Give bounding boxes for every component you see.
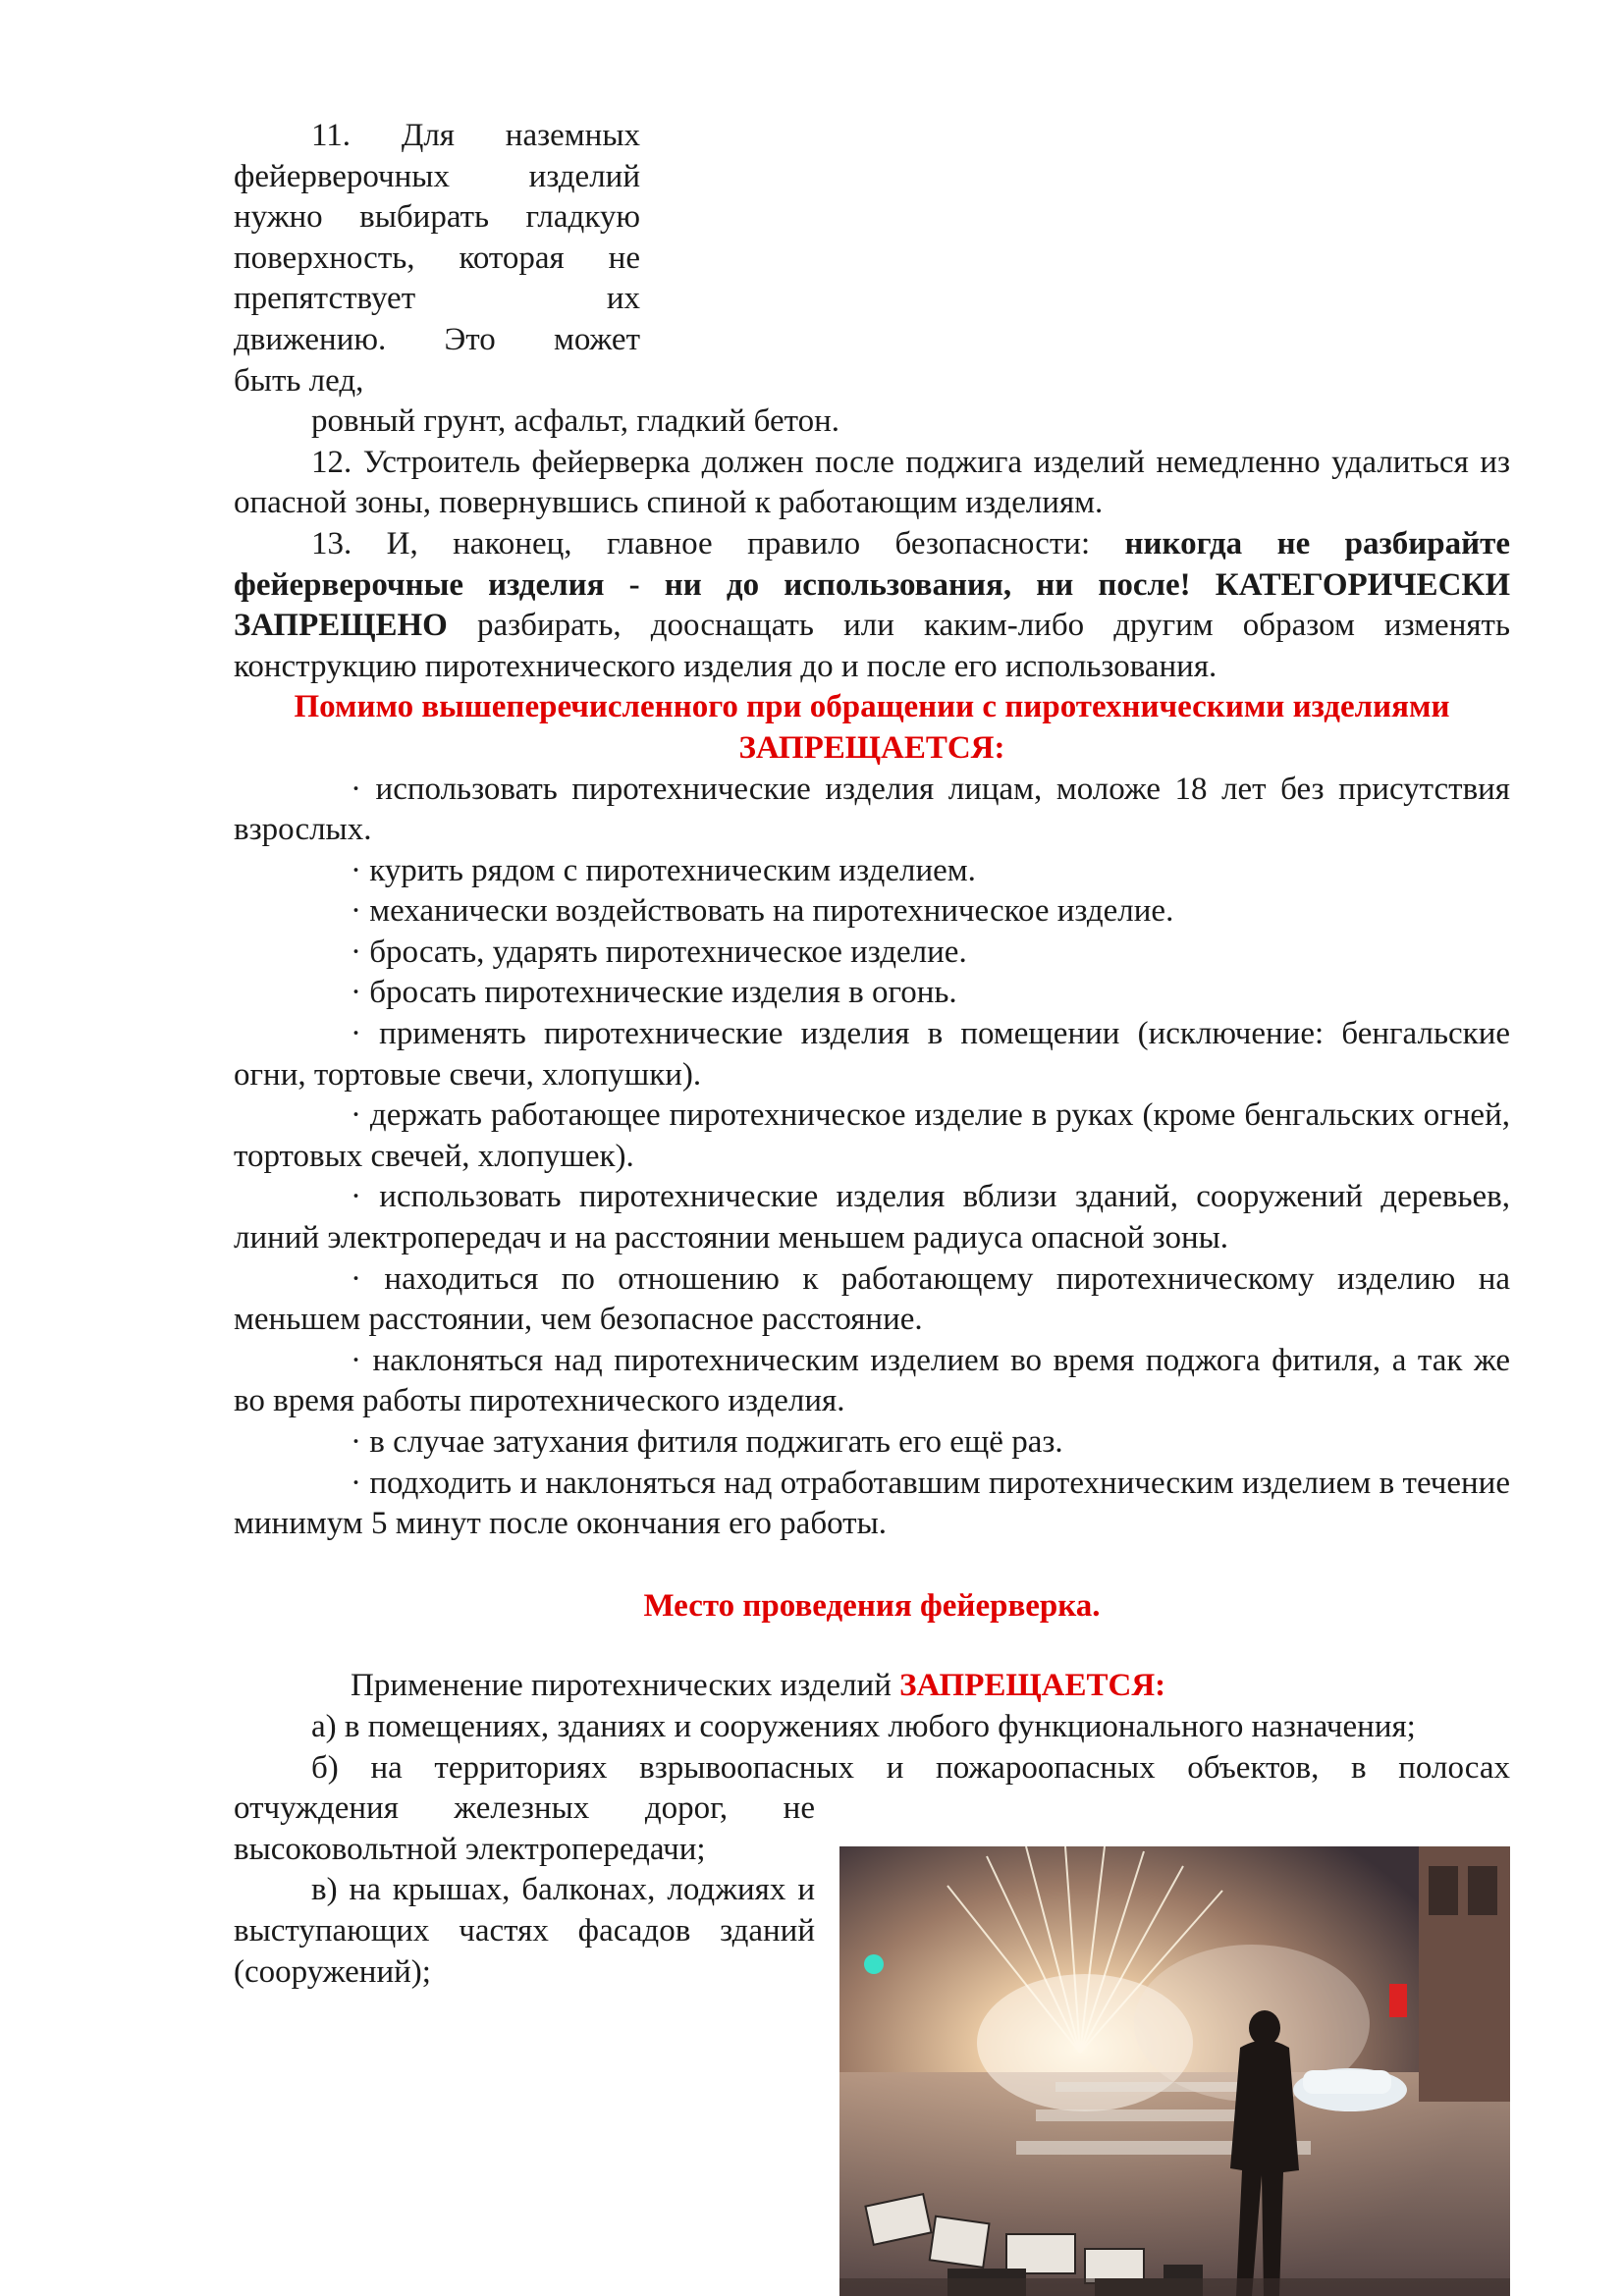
- usage-intro: [234, 1666, 1510, 1707]
- usage-item-a: а) в помещениях, зданиях и сооружениях любого функционального назначения;: [311, 1708, 1416, 1744]
- section-title: Место проведения фейерверка.: [643, 1587, 1101, 1624]
- rule-11-line: фейерверочных изделий: [234, 158, 640, 194]
- prohibition-item: · бросать пиротехнические изделия в огонь.: [351, 975, 957, 1011]
- prohibition-item: · бросать, ударять пиротехническое изделие.: [351, 934, 967, 970]
- prohibition-item: · подходить и наклоняться над отработавшим пиротехническим изделием в течение минимум 5 минут после окончания его работы.: [234, 1465, 1510, 1542]
- prohibition-item: · использовать пиротехнические изделия лицам, моложе 18 лет без присутствия взрослых.: [234, 771, 1510, 848]
- prohibition-item: · использовать пиротехнические изделия вблизи зданий, сооружений деревьев, линий электропередач и на расстоянии меньшем радиуса опасной зоны.: [234, 1179, 1510, 1256]
- rule-13-end: разбирать, дооснащать или каким-либо другим образом изменять конструкцию пиротехнического изделия до и после его использования.: [234, 608, 1510, 684]
- rule-11: [234, 116, 640, 401]
- usage-item-b-line: б) на территориях взрывоопасных и пожароопасных объектов, в полосах: [311, 1749, 1510, 1786]
- rule-11-continuation: ровный грунт, асфальт, гладкий бетон.: [311, 403, 840, 440]
- prohibition-item: · наклоняться над пиротехническим изделием во время поджога фитиля, а так же во время работы пиротехнического изделия.: [234, 1342, 1510, 1419]
- rule-11-line: 11. Для наземных: [311, 118, 640, 153]
- rule-11-line: препятствует их: [234, 281, 640, 317]
- prohibition-item: · в случае затухания фитиля поджигать его ещё раз.: [351, 1424, 1063, 1460]
- usage-item-b-line: высоковольтной электропередачи;: [234, 1831, 706, 1867]
- usage-intro-red: ЗАПРЕЩАЕТСЯ:: [899, 1668, 1166, 1704]
- fireworks-street-photo: [839, 1846, 1510, 2296]
- prohibition-item: · курить рядом с пиротехническим изделием.: [351, 852, 976, 888]
- rule-13-bold: никогда не разбирайте фейерверочные изделия - ни до использования, ни после! КАТЕГОРИЧЕСКИ ЗАПРЕЩЕНО: [234, 525, 1511, 644]
- prohibition-item: · механически воздействовать на пиротехническое изделие.: [351, 893, 1174, 930]
- document-page: [234, 116, 1510, 1993]
- rule-11-line: поверхность, которая не: [234, 240, 640, 276]
- rule-11-line: движению. Это может: [234, 321, 640, 357]
- rule-11-line: нужно выбирать гладкую: [234, 199, 640, 236]
- usage-item-v: в) на крышах, балконах, лоджиях и выступающих частях фасадов зданий (сооружений);: [234, 1872, 815, 1990]
- prohibition-item: · применять пиротехнические изделия в помещении (исключение: бенгальские огни, тортовые свечи, хлопушки).: [234, 1016, 1510, 1093]
- prohibition-item: · находиться по отношению к работающему пиротехническому изделию на меньшем расстоянии, чем безопасное расстояние.: [234, 1260, 1510, 1338]
- warning-heading-2: ЗАПРЕЩАЕТСЯ:: [738, 729, 1005, 766]
- rule-12: 12. Устроитель фейерверка должен после поджига изделий немедленно удалиться из опасной зоны, повернувшись спиной к работающим изделиям.: [234, 444, 1510, 521]
- rule-11-line: быть лед,: [234, 362, 364, 399]
- rule-13-start: 13. И, наконец, главное правило безопасности:: [311, 525, 1125, 561]
- usage-intro-text: Применение пиротехнических изделий: [351, 1668, 900, 1704]
- prohibition-item: · держать работающее пиротехническое изделие в руках (кроме бенгальских огней, тортовых свечей, хлопушек).: [234, 1097, 1510, 1174]
- usage-item-b-line: отчуждения железных дорог, не: [234, 1790, 815, 1827]
- rule-13: [234, 524, 1510, 687]
- warning-heading: Помимо вышеперечисленного при обращении с пиротехническими изделиями: [294, 689, 1450, 725]
- prohibitions-list: [234, 770, 1510, 1545]
